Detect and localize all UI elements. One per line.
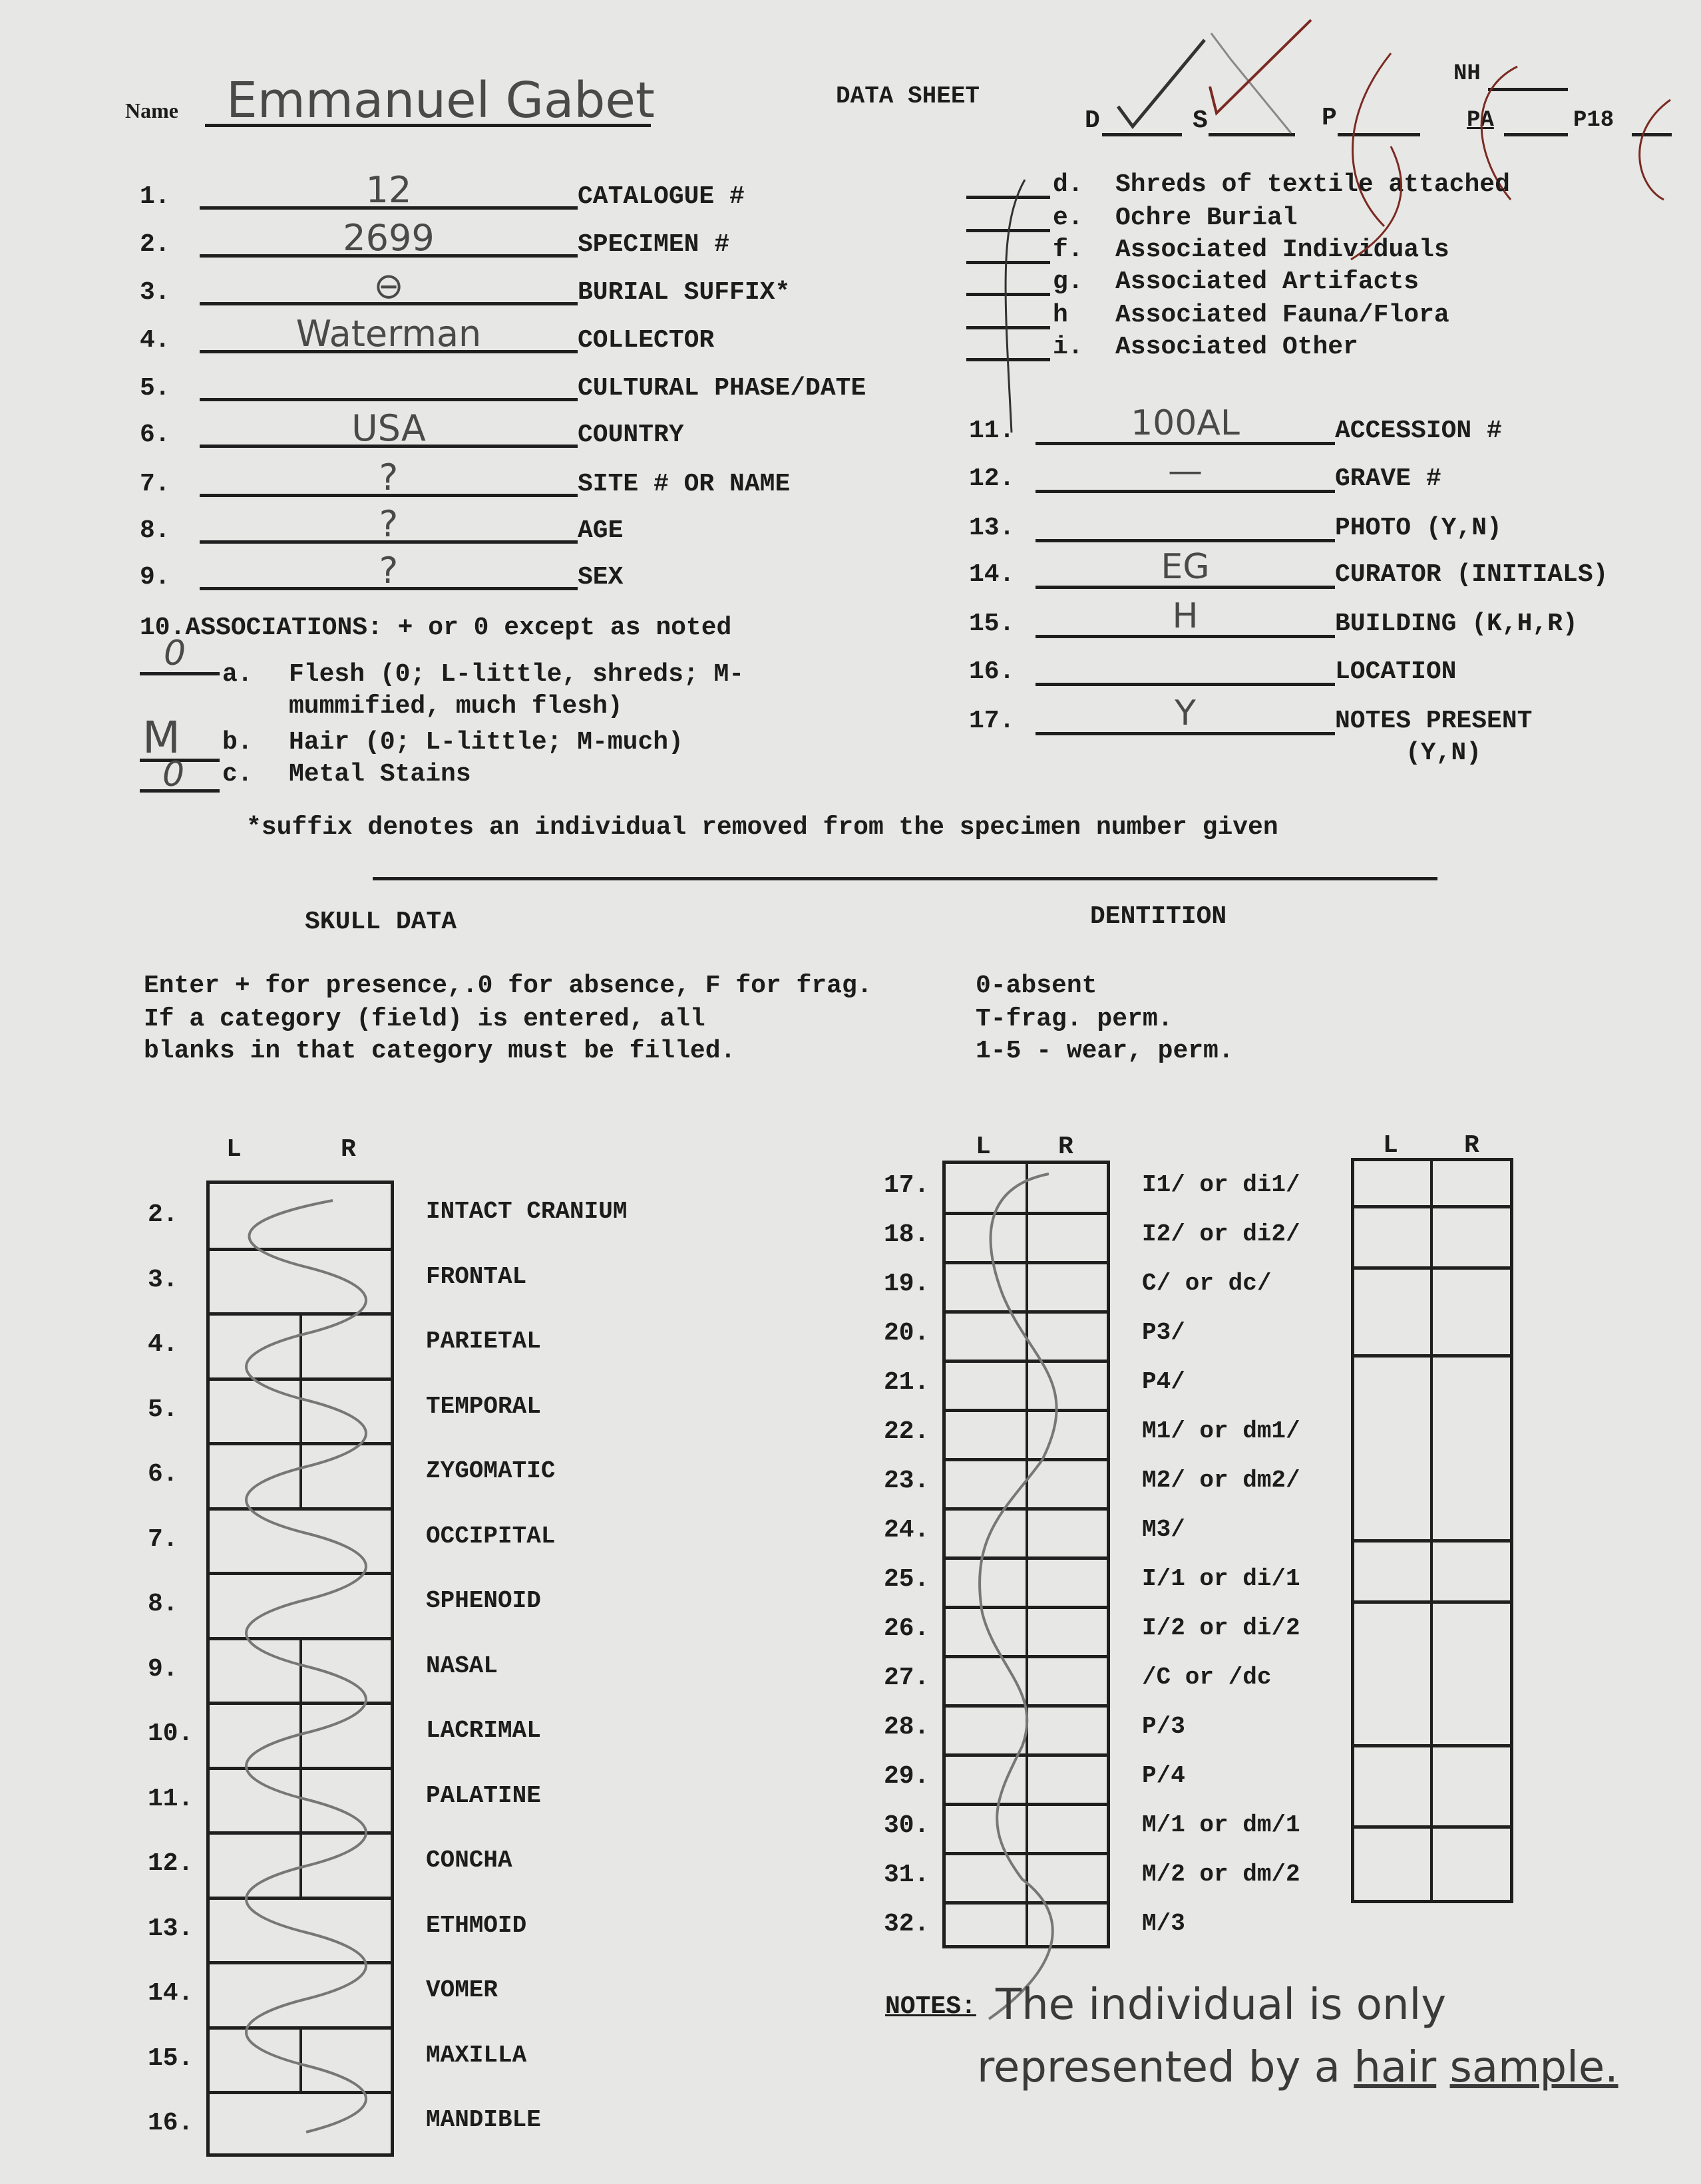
skull-row-label: LACRIMAL <box>426 1717 541 1744</box>
assoc-letter: d. <box>1053 170 1083 199</box>
dentition-row-num: 27. <box>884 1664 930 1692</box>
dentition-row-num: 18. <box>884 1220 930 1249</box>
assoc-b-value[interactable]: M <box>142 712 180 763</box>
field-value[interactable]: ? <box>379 550 399 592</box>
skull-row-num: 5. <box>148 1395 178 1424</box>
field-num: 6. <box>140 421 170 449</box>
skull-row-label: MANDIBLE <box>426 2106 541 2133</box>
dentition-row-label: I/1 or di/1 <box>1142 1565 1300 1592</box>
skull-row-num: 12. <box>148 1849 194 1878</box>
skull-row-num: 16. <box>148 2109 194 2137</box>
dentition-row-label: I1/ or di1/ <box>1142 1171 1300 1198</box>
skull-row-label: ZYGOMATIC <box>426 1457 556 1485</box>
check-d-label: D <box>1085 106 1100 135</box>
skull-row-num: 9. <box>148 1654 178 1684</box>
skull-row-num: 10. <box>148 1720 194 1748</box>
skull-row-num: 15. <box>148 2044 194 2073</box>
skull-row-num: 7. <box>148 1525 178 1554</box>
assoc-text: Associated Artifacts <box>1115 268 1419 296</box>
dentition-row-num: 19. <box>884 1270 930 1298</box>
field-label: BURIAL SUFFIX* <box>578 278 791 307</box>
dentition-lr-divider-2 <box>1430 1161 1433 1900</box>
check-d-mark <box>1118 40 1205 126</box>
dentition-row-label: C/ or dc/ <box>1142 1270 1272 1297</box>
notes-line-2a: represented by a <box>977 2043 1340 2092</box>
assoc-text: Associated Individuals <box>1115 236 1449 264</box>
skull-row-label: PALATINE <box>426 1781 541 1809</box>
assoc-text: Shreds of textile attached <box>1115 170 1510 199</box>
field-num: 5. <box>140 374 170 403</box>
check-s-pencil-mark <box>1211 33 1291 133</box>
assoc-c-value[interactable]: 0 <box>162 755 185 795</box>
dentition-row-label: M2/ or dm2/ <box>1142 1467 1300 1494</box>
field-num: 8. <box>140 516 170 545</box>
dentition-row-num: 20. <box>884 1319 930 1348</box>
field-value[interactable]: H <box>1172 596 1199 636</box>
dentition-row-num: 22. <box>884 1417 930 1446</box>
field-num: 16. <box>969 657 1015 686</box>
skull-row-label: ETHMOID <box>426 1911 527 1939</box>
field-underline <box>1036 683 1335 686</box>
field-label: BUILDING (K,H,R) <box>1335 610 1578 638</box>
field-num: 11. <box>969 417 1015 445</box>
skull-row-num: 2. <box>148 1200 178 1229</box>
notes-line-1[interactable]: The individual is only <box>996 1980 1447 2030</box>
check-p18-label: P18 <box>1573 108 1614 133</box>
footnote-rule <box>373 877 1437 880</box>
check-s-label: S <box>1193 106 1208 135</box>
skull-instruction-2: If a category (field) is entered, all <box>144 1005 705 1033</box>
assoc-text: Ochre Burial <box>1115 204 1298 232</box>
field-label: CULTURAL PHASE/DATE <box>578 374 866 403</box>
field-label: SEX <box>578 563 624 592</box>
field-label: COUNTRY <box>578 421 684 449</box>
assoc-a-letter: a. <box>222 660 253 689</box>
skull-row-num: 11. <box>148 1784 194 1813</box>
dentition-row-divider-2 <box>1354 1266 1510 1270</box>
dentition-row-num: 17. <box>884 1171 930 1200</box>
skull-row-num: 4. <box>148 1330 178 1359</box>
skull-row-label: FRONTAL <box>426 1262 527 1290</box>
skull-row-num: 8. <box>148 1590 178 1618</box>
skull-row-label: TEMPORAL <box>426 1392 541 1420</box>
dentition-title: DENTITION <box>1090 902 1227 931</box>
field-value[interactable]: ? <box>379 456 399 498</box>
dentition-row-num: 23. <box>884 1467 930 1495</box>
notes-line-2[interactable] <box>977 2043 1618 2092</box>
dentition-col-r: R <box>1058 1133 1073 1161</box>
dentition-row-num: 24. <box>884 1516 930 1545</box>
dentition-row-num: 26. <box>884 1614 930 1643</box>
field-label: CATALOGUE # <box>578 182 745 211</box>
dentition-row-label: P/3 <box>1142 1713 1185 1740</box>
assoc-c-text: Metal Stains <box>289 760 471 789</box>
dentition-row-label: I2/ or di2/ <box>1142 1220 1300 1248</box>
field-num: 13. <box>969 514 1015 542</box>
check-nh-label: NH <box>1453 61 1481 87</box>
dentition-row-label: M/3 <box>1142 1910 1185 1937</box>
field-label-2: (Y,N) <box>1406 739 1482 767</box>
field-num: 2. <box>140 230 170 259</box>
skull-row-label: PARIETAL <box>426 1328 541 1355</box>
notes-label: NOTES: <box>885 1992 976 2021</box>
dentition-row-num: 28. <box>884 1713 930 1741</box>
assoc-letter: e. <box>1053 204 1083 232</box>
dentition-row-label: P4/ <box>1142 1368 1185 1395</box>
assoc-a-value[interactable]: 0 <box>164 634 186 673</box>
dentition-legend-1: 0-absent <box>976 972 1097 1000</box>
dentition-row-divider-2 <box>1354 1539 1510 1543</box>
assoc-c-letter: c. <box>222 760 253 789</box>
skull-title: SKULL DATA <box>305 908 457 936</box>
dentition-row-divider-2 <box>1354 1600 1510 1604</box>
field-label: NOTES PRESENT <box>1335 707 1533 735</box>
suffix-footnote: *suffix denotes an individual removed from the specimen number given <box>246 813 1278 842</box>
skull-row-label: MAXILLA <box>426 2041 527 2069</box>
field-label: GRAVE # <box>1335 464 1441 493</box>
dentition-row-label: M3/ <box>1142 1516 1185 1543</box>
bracket-p18 <box>1640 100 1670 200</box>
assoc-letter: g. <box>1053 268 1083 296</box>
skull-row-label: SPHENOID <box>426 1587 541 1614</box>
assoc-a-text2: mummified, much flesh) <box>289 692 623 721</box>
skull-row-num: 14. <box>148 1979 194 2008</box>
check-p-label: P <box>1322 104 1337 132</box>
dentition-row-divider-2 <box>1354 1825 1510 1829</box>
dentition-row-label: P3/ <box>1142 1319 1185 1346</box>
associations-heading: 10.ASSOCIATIONS: + or 0 except as noted <box>140 614 732 642</box>
dentition-row-num: 30. <box>884 1811 930 1840</box>
skull-row-label: NASAL <box>426 1652 498 1680</box>
skull-row-label: CONCHA <box>426 1847 512 1874</box>
assoc-letter: h <box>1053 301 1068 329</box>
check-pa-label: PA <box>1467 108 1494 133</box>
skull-strike-scribble <box>206 1181 472 2179</box>
dentition-row-divider-2 <box>1354 1354 1510 1358</box>
field-num: 7. <box>140 470 170 498</box>
field-label: PHOTO (Y,N) <box>1335 514 1502 542</box>
dentition-row-label: /C or /dc <box>1142 1664 1272 1691</box>
skull-row-num: 13. <box>148 1914 194 1943</box>
dentition-row-num: 31. <box>884 1861 930 1889</box>
assoc-letter: f. <box>1053 236 1083 264</box>
field-value[interactable]: Waterman <box>295 313 482 355</box>
field-label: AGE <box>578 516 624 545</box>
dentition-row-divider-2 <box>1354 1744 1510 1747</box>
dentition-row-num: 29. <box>884 1762 930 1791</box>
dentition-col-l2: L <box>1383 1131 1398 1160</box>
dentition-row-label: M/1 or dm/1 <box>1142 1811 1300 1839</box>
dentition-col-r2: R <box>1464 1131 1479 1160</box>
field-num: 15. <box>969 610 1015 638</box>
dentition-legend-3: 1-5 - wear, perm. <box>976 1037 1234 1065</box>
dentition-row-label: P/4 <box>1142 1762 1185 1789</box>
skull-row-label: VOMER <box>426 1976 498 2004</box>
field-label: CURATOR (INITIALS) <box>1335 560 1608 589</box>
name-value[interactable]: Emmanuel Gabet <box>226 72 655 129</box>
dentition-row-divider-2 <box>1354 1205 1510 1208</box>
field-num: 17. <box>969 707 1015 735</box>
skull-row-label: OCCIPITAL <box>426 1522 556 1550</box>
field-value[interactable]: ⊖ <box>373 265 404 307</box>
check-s-red-mark <box>1210 20 1311 113</box>
field-num: 3. <box>140 278 170 307</box>
field-value[interactable]: 12 <box>365 169 412 211</box>
skull-col-l: L <box>226 1135 242 1164</box>
skull-col-r: R <box>341 1135 356 1164</box>
dentition-row-num: 32. <box>884 1910 930 1938</box>
skull-row-label: INTACT CRANIUM <box>426 1198 628 1225</box>
notes-line-2b: hair <box>1354 2043 1437 2092</box>
assoc-b-letter: b. <box>222 728 253 757</box>
field-num: 12. <box>969 464 1015 493</box>
sheet-title: DATA SHEET <box>836 83 980 110</box>
dentition-row-num: 21. <box>884 1368 930 1397</box>
field-num: 9. <box>140 563 170 592</box>
skull-instruction-1: Enter + for presence,.0 for absence, F for frag. <box>144 972 872 1000</box>
field-value[interactable]: 100AL <box>1131 403 1240 443</box>
skull-row-num: 3. <box>148 1265 178 1294</box>
dentition-legend-2: T-frag. perm. <box>976 1005 1173 1033</box>
field-label: LOCATION <box>1335 657 1457 686</box>
field-label: ACCESSION # <box>1335 417 1502 445</box>
notes-line-2c: sample. <box>1449 2043 1618 2092</box>
field-num: 1. <box>140 182 170 211</box>
field-value[interactable]: USA <box>351 407 426 449</box>
field-value[interactable]: 2699 <box>343 217 435 259</box>
assoc-a-text: Flesh (0; L-little, shreds; M- <box>289 660 745 689</box>
field-label: COLLECTOR <box>578 326 715 355</box>
dentition-col-l: L <box>976 1133 991 1161</box>
assoc-text: Associated Other <box>1115 333 1358 361</box>
dentition-row-label: M/2 or dm/2 <box>1142 1861 1300 1888</box>
assoc-b-text: Hair (0; L-little; M-much) <box>289 728 683 757</box>
dentition-row-label: I/2 or di/2 <box>1142 1614 1300 1642</box>
assoc-letter: i. <box>1053 333 1083 361</box>
field-label: SPECIMEN # <box>578 230 730 259</box>
assoc-bracket-annotations <box>978 166 1511 433</box>
dentition-row-label: M1/ or dm1/ <box>1142 1417 1300 1445</box>
assoc-text: Associated Fauna/Flora <box>1115 301 1449 329</box>
name-label: Name <box>125 98 178 122</box>
dentition-strike-scribble <box>942 1161 1142 2026</box>
field-num: 14. <box>969 560 1015 589</box>
field-label: SITE # OR NAME <box>578 470 791 498</box>
field-value[interactable]: EG <box>1161 547 1210 587</box>
skull-instruction-3: blanks in that category must be filled. <box>144 1037 736 1065</box>
field-underline <box>1036 539 1335 542</box>
skull-row-num: 6. <box>148 1460 178 1489</box>
dentition-row-num: 25. <box>884 1565 930 1594</box>
field-value[interactable]: — <box>1168 451 1203 491</box>
field-value[interactable]: Y <box>1175 693 1196 733</box>
dentition-grid-right <box>1351 1158 1513 1903</box>
field-underline <box>200 398 578 401</box>
field-value[interactable]: ? <box>379 503 399 545</box>
field-num: 4. <box>140 326 170 355</box>
